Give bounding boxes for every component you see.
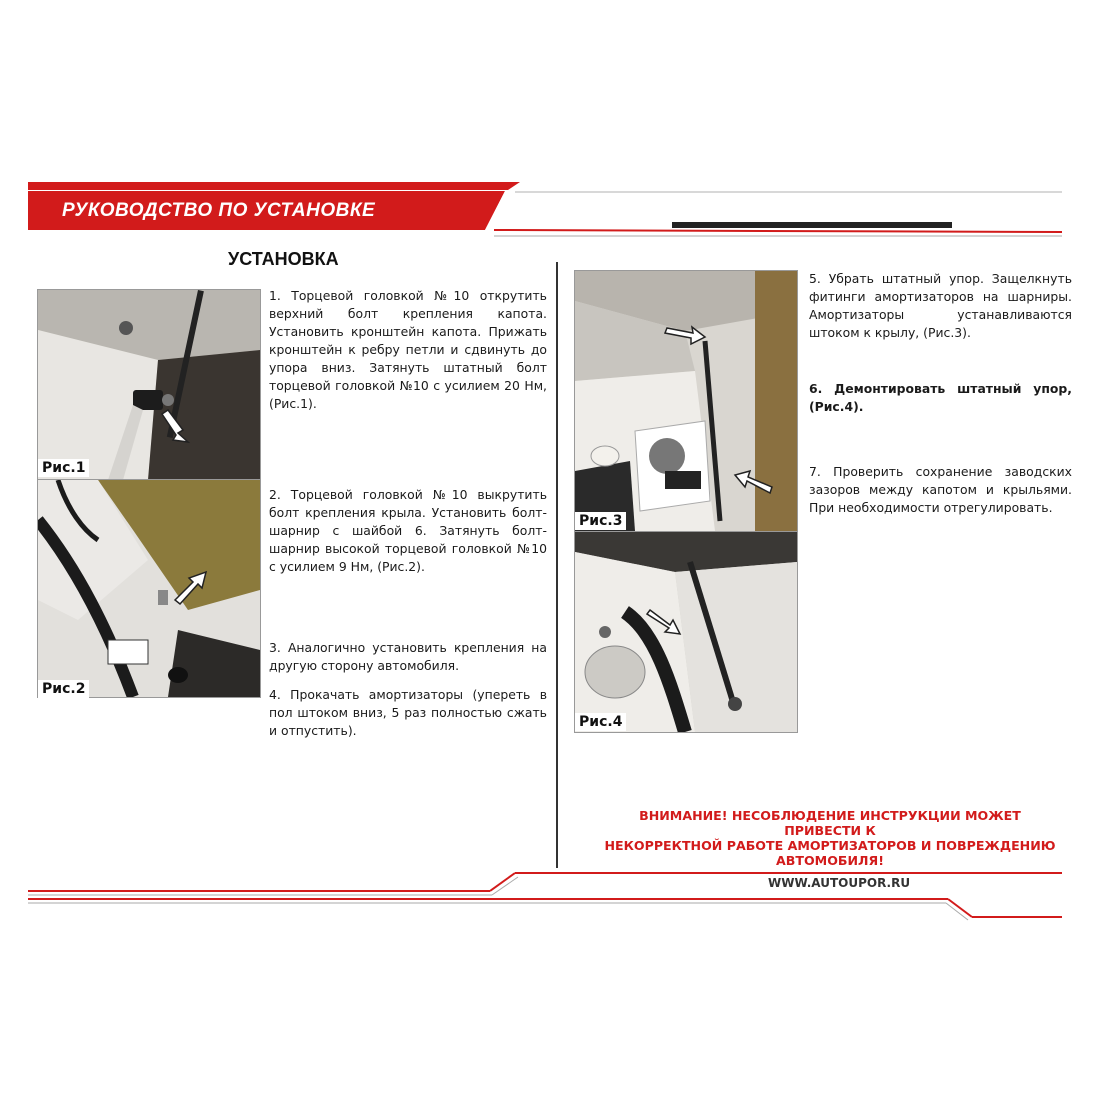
figure-1-label: Рис.1 [38,459,89,477]
footer-website: WWW.AUTOUPOR.RU [768,876,911,890]
step-2-text: 2. Торцевой головкой №10 выкрутить болт крепления крыла. Установить болт-шарнир с шайбой 6. Затянуть болт-шарнир высокой торцевой головкой №10 с усилием 9 Нм, (Рис.2). [269,487,547,574]
footer-stripes [0,865,1100,925]
step-6-text: 6. Демонтировать штатный упор, (Рис.4). [809,381,1072,414]
figure-2-photo [37,479,261,698]
warning-line-1: ВНИМАНИЕ! НЕСОБЛЮДЕНИЕ ИНСТРУКЦИИ МОЖЕТ ПРИВЕСТИ К [639,808,1021,838]
figure-2-label: Рис.2 [38,680,89,698]
warning-line-3: АВТОМОБИЛЯ! [776,853,884,868]
step-4-text: 4. Прокачать амортизаторы (упереть в пол штоком вниз, 5 раз полностью сжать и отпустить). [269,687,547,738]
header-title: РУКОВОДСТВО ПО УСТАНОВКЕ [62,200,376,221]
figure-3-label: Рис.3 [575,512,626,530]
section-title: УСТАНОВКА [228,249,339,269]
figure-4-label: Рис.4 [575,713,626,731]
figure-1-photo [37,289,261,481]
step-1-text: 1. Торцевой головкой №10 открутить верхний болт крепления капота. Установить кронштейн капота. Прижать кронштейн к ребру петли и сдвинуть до упора вниз. Затянуть штатный болт торцевой головкой №10 с усилием 20 Нм, (Рис.1). [269,288,547,411]
step-7-text: 7. Проверить сохранение заводских зазоров между капотом и крыльями. При необходимости отрегулировать. [809,464,1072,515]
figure-3-photo [574,270,798,532]
step-3-text: 3. Аналогично установить крепления на другую сторону автомобиля. [269,640,547,673]
step-5-text: 5. Убрать штатный упор. Защелкнуть фитинги амортизаторов на шарниры. Амортизаторы устанавливаются штоком к крылу, (Рис.3). [809,271,1072,340]
figure-4-photo [574,531,798,733]
warning-line-2: НЕКОРРЕКТНОЙ РАБОТЕ АМОРТИЗАТОРОВ И ПОВРЕЖДЕНИЮ [604,838,1056,853]
column-divider [556,262,558,868]
warning-notice [600,808,1060,868]
